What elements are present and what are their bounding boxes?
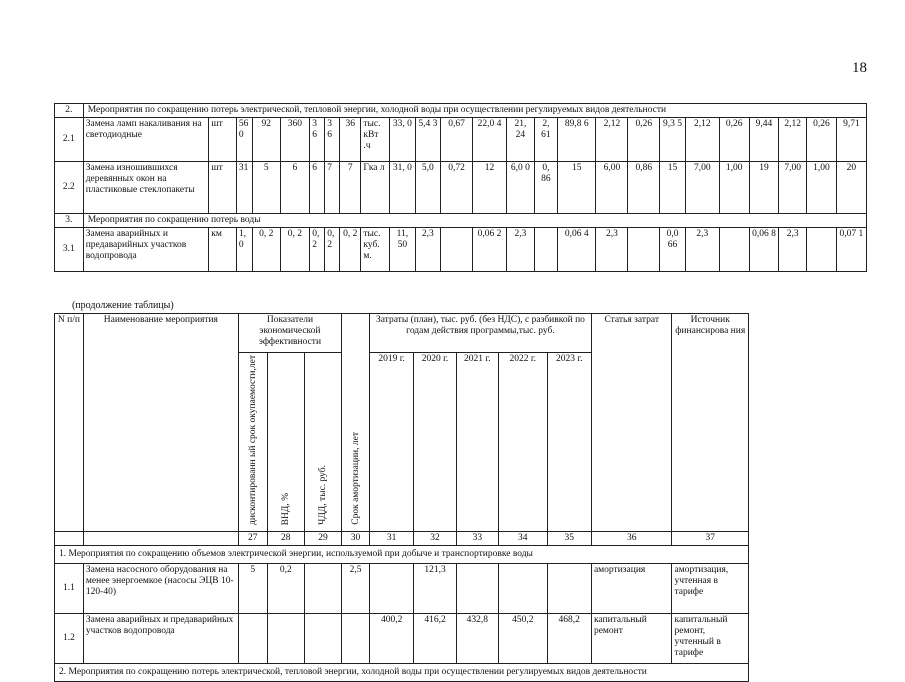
row-number: 3.1 [55,228,84,272]
header-chdd: ЧДД, тыс. руб. [304,353,341,532]
table-row [55,613,749,663]
header-year: 2019 г. [369,353,413,532]
cell: 0,67 [441,118,473,162]
cell: 6,00 [596,162,628,214]
header-indicators: Показатели экономической эффективности [238,314,341,353]
cell: 9,44 [749,118,779,162]
cell: 0,07 1 [836,228,866,272]
cell: 3 6 [310,118,325,162]
row-name: Замена аварийных и предаварийных участков водопровода [83,613,238,663]
measures-table-part1 [54,103,867,272]
cell: 5,4 3 [415,118,441,162]
cell: 0, 2 [252,228,280,272]
cell: амортизация [591,563,672,613]
cell: 360 [280,118,310,162]
col-number: 32 [414,531,456,545]
cell: 1,00 [719,162,749,214]
cell: 6,0 0 [507,162,535,214]
page-number: 18 [852,60,867,76]
cell: 121,3 [414,563,456,613]
col-number: 30 [342,531,370,545]
cell: 0,2 [267,563,304,613]
cell: 0,06 2 [473,228,507,272]
cell: 22,0 4 [473,118,507,162]
cell: 400,2 [369,613,413,663]
cell: 7 [340,162,361,214]
cell: 468,2 [547,613,591,663]
header-cost-item: Статья затрат [591,314,672,532]
section-row [55,663,749,681]
row-number: 1.2 [55,613,84,663]
section-title: Мероприятия по сокращению потерь воды [83,214,866,228]
section-row [55,545,749,563]
cell [807,228,837,272]
cell: 0, 86 [534,162,557,214]
cell [238,613,267,663]
row-number: 1.1 [55,563,84,613]
cell: 11, 50 [390,228,416,272]
header-costs: Затраты (план), тыс. руб. (без НДС), с разбивкой по годам действия программы,тыс. руб. [369,314,591,353]
cell: шт [209,118,237,162]
section-title: Мероприятия по сокращению потерь электрической, тепловой энергии, холодной воды при осуществлении регулируемых видов деятельности [83,104,866,118]
cell: шт [209,162,237,214]
cell [304,563,341,613]
header-source: Источник финансирова ния [672,314,749,532]
row-name: Замена изношившихся деревянных окон на пластиковые стеклопакеты [83,162,209,214]
cell: 56 0 [236,118,252,162]
col-number: 28 [267,531,304,545]
cell: 15 [558,162,596,214]
header-vnd: ВНД, % [267,353,304,532]
header-year: 2020 г. [414,353,456,532]
cell: 450,2 [499,613,548,663]
cell: 0,26 [719,118,749,162]
cell: капитальный ремонт, учтенный в тарифе [672,613,749,663]
col-number: 29 [304,531,341,545]
row-number: 2.1 [55,118,84,162]
col-number: 27 [238,531,267,545]
cell [342,613,370,663]
section-row [55,214,867,228]
cell: 2,5 [342,563,370,613]
cell [456,563,498,613]
cell: 5,0 [415,162,441,214]
col-number: 33 [456,531,498,545]
cell: 7,00 [685,162,719,214]
cell: 15 [660,162,686,214]
cell: 19 [749,162,779,214]
cell: Гка л [361,162,390,214]
column-numbers-row [55,531,749,545]
cell: 2,3 [415,228,441,272]
cell: амортизация, учтенная в тарифе [672,563,749,613]
section-number: 3. [55,214,84,228]
header-num: N п/п [55,314,84,532]
header-year: 2021 г. [456,353,498,532]
cell: 5 [238,563,267,613]
cell [719,228,749,272]
cell: 0,26 [807,118,837,162]
cell: тыс. куб. м. [361,228,390,272]
cell: 36 [340,118,361,162]
cell: 3 6 [325,118,340,162]
cell: км [209,228,237,272]
row-number: 2.2 [55,162,84,214]
cell: 1, 0 [236,228,252,272]
cell: 33, 0 [390,118,416,162]
cell: тыс. кВт .ч [361,118,390,162]
cell: 2, 61 [534,118,557,162]
cell: 0, 2 [340,228,361,272]
cell [628,228,660,272]
cell: 2,12 [779,118,807,162]
col-number: 34 [499,531,548,545]
cell [441,228,473,272]
cell [369,563,413,613]
cell: 5 [252,162,280,214]
cell: 6 [280,162,310,214]
cell [304,613,341,663]
cell [267,613,304,663]
header-name: Наименование мероприятия [83,314,238,532]
cell: 0,26 [628,118,660,162]
cell [534,228,557,272]
cell: 2,12 [596,118,628,162]
row-name: Замена аварийных и предаварийных участков водопровода [83,228,209,272]
cell: 2,3 [779,228,807,272]
table-row [55,118,867,162]
section-title: 1. Мероприятия по сокращению объемов электрической энергии, используемой при добыче и транспортировке воды [55,545,749,563]
cell: 432,8 [456,613,498,663]
table-row [55,563,749,613]
section-title: 2. Мероприятия по сокращению потерь электрической, тепловой энергии, холодной воды при осуществлении регулируемых видов деятельности [55,663,749,681]
cell [499,563,548,613]
cell: 0,86 [628,162,660,214]
row-name: Замена насосного оборудования на менее энергоемкое (насосы ЭЦВ 10-120-40) [83,563,238,613]
header-payback: дисконтированн ый срок окупаемости,лет [238,353,267,532]
cell: 416,2 [414,613,456,663]
section-number: 2. [55,104,84,118]
cell: 0,72 [441,162,473,214]
col-number: 36 [591,531,672,545]
cell: капитальный ремонт [591,613,672,663]
cell: 0,0 66 [660,228,686,272]
table-row [55,228,867,272]
cell: 2,3 [685,228,719,272]
cell: 31 [236,162,252,214]
cell: 21, 24 [507,118,535,162]
cell: 12 [473,162,507,214]
col-number: 31 [369,531,413,545]
cell: 0, 2 [325,228,340,272]
table-caption: (продолжение таблицы) [72,300,174,311]
cell: 92 [252,118,280,162]
cell: 9,71 [836,118,866,162]
cell: 1,00 [807,162,837,214]
measures-table-part2 [54,313,749,682]
row-name: Замена ламп накаливания на светодиодные [83,118,209,162]
section-row [55,104,867,118]
header-year: 2022 г. [499,353,548,532]
header-row [55,314,749,353]
cell [547,563,591,613]
cell: 2,12 [685,118,719,162]
header-amort-period: Срок амортизации, лет [342,314,370,532]
cell: 6 [310,162,325,214]
header-year: 2023 г. [547,353,591,532]
cell: 2,3 [596,228,628,272]
col-number: 35 [547,531,591,545]
cell: 7,00 [779,162,807,214]
cell: 89,8 6 [558,118,596,162]
cell: 0, 2 [310,228,325,272]
cell: 2,3 [507,228,535,272]
cell: 0, 2 [280,228,310,272]
col-number: 37 [672,531,749,545]
cell: 7 [325,162,340,214]
cell: 0,06 4 [558,228,596,272]
cell: 20 [836,162,866,214]
cell: 31, 0 [390,162,416,214]
cell: 9,3 5 [660,118,686,162]
cell: 0,06 8 [749,228,779,272]
table-row [55,162,867,214]
